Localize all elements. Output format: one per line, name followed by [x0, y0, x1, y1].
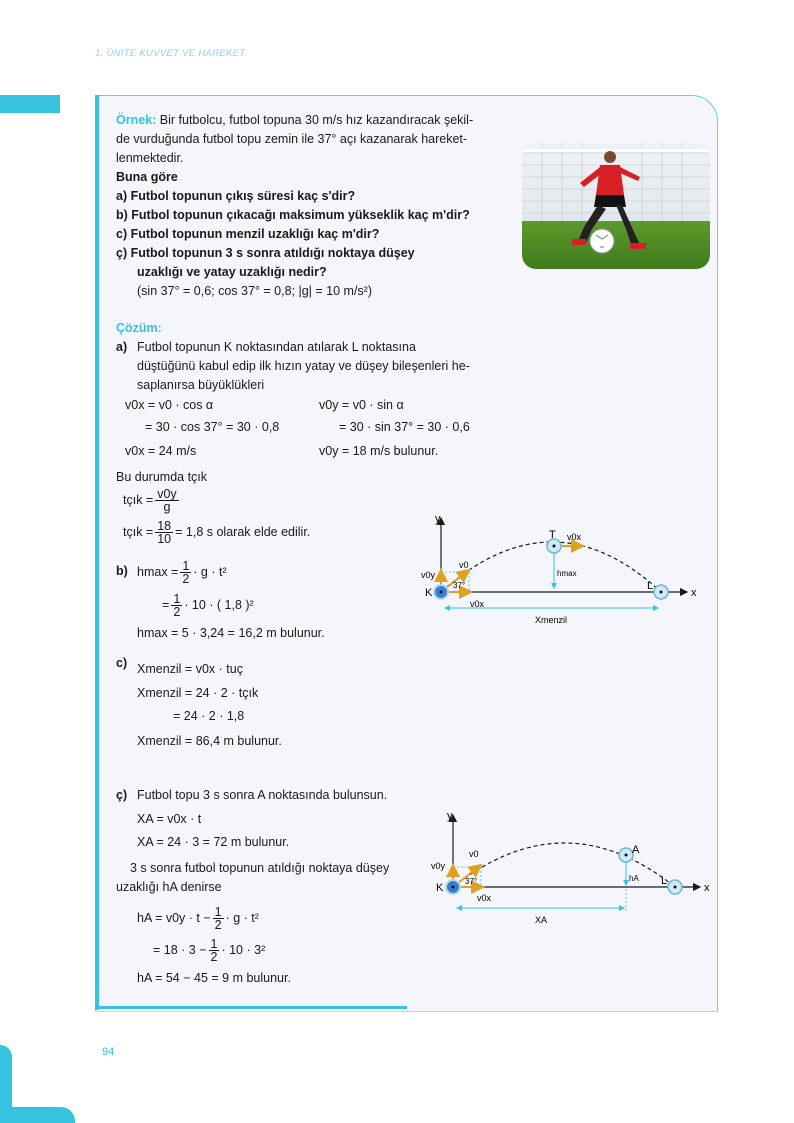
part-a-label: a): [116, 340, 128, 354]
part-d-line-1: Futbol topu 3 s sonra A noktasında bulunsun.: [137, 788, 388, 802]
svg-text:L: L: [661, 875, 668, 887]
question-a: a) Futbol topunun çıkış süresi kaç s'dir?: [116, 189, 356, 203]
xa-eq-1: XA = v0x · t: [137, 812, 202, 826]
buna-gore: Buna göre: [116, 170, 178, 184]
part-d-label: ç): [116, 788, 128, 802]
xmenzil-eq-1: Xmenzil = v0x · tuç: [137, 662, 243, 676]
given-values: (sin 37° = 0,6; cos 37° = 0,8; |g| = 10 m/s²): [137, 284, 373, 298]
svg-text:37°: 37°: [453, 581, 466, 590]
unit-header: 1. ÜNİTE KUVVET VE HAREKET: [95, 48, 246, 59]
projectile-diagram-2: [425, 805, 720, 935]
panel-bottom-border: [95, 1006, 407, 1009]
panel-left-border: [95, 95, 99, 1010]
vx-eq-2: = 30 · cos 37° = 30 · 0,8: [145, 420, 280, 434]
question-d-line-1: ç) Futbol topunun 3 s sonra atıldığı noktaya düşey: [116, 246, 415, 260]
svg-text:v0x: v0x: [477, 893, 492, 903]
trajectory-path-2: [453, 843, 675, 887]
svg-text:37°: 37°: [465, 877, 478, 886]
tcik-intro: Bu durumda tçık: [116, 470, 208, 484]
vy-eq-1: v0y = v0 · sin α: [319, 398, 404, 412]
svg-text:v0y: v0y: [431, 861, 446, 871]
svg-text:x: x: [691, 587, 697, 599]
tcik-formula: tçık = $\frac{v0y}{g}$: [123, 487, 177, 515]
svg-text:v0: v0: [469, 849, 479, 859]
example-line-3: lenmektedir.: [116, 151, 184, 165]
example-label: Örnek:: [116, 113, 157, 127]
svg-text:v0x: v0x: [470, 599, 485, 609]
ha-result: hA = 54 − 45 = 9 m bulunur.: [137, 971, 291, 985]
svg-text:hmax: hmax: [557, 569, 577, 578]
xmenzil-eq-2: Xmenzil = 24 · 2 · tçık: [137, 686, 259, 700]
svg-text:v0y: v0y: [421, 570, 436, 580]
tcik-result: tçık = $\frac{18}{10}$ = 1,8 s olarak elde edilir.: [123, 519, 311, 547]
part-b-label: b): [116, 564, 128, 578]
hmax-substitution: = $\frac{1}{2}$ · 10 · ( 1,8 )²: [162, 592, 254, 620]
svg-text:T: T: [549, 529, 556, 541]
svg-text:v0x: v0x: [567, 532, 582, 542]
ha-formula: hA = v0y · t − $\frac{1}{2}$ · g · t²: [137, 905, 259, 933]
vy-eq-2: = 30 · sin 37° = 30 · 0,6: [339, 420, 470, 434]
question-d-line-2: uzaklığı ve yatay uzaklığı nedir?: [137, 265, 327, 279]
header-tab-bar: [0, 95, 60, 113]
hmax-result: hmax = 5 · 3,24 = 16,2 m bulunur.: [137, 626, 325, 640]
solution-label: Çözüm:: [116, 321, 162, 335]
example-line-1: Örnek: Bir futbolcu, futbol topuna 30 m/s hız kazandıracak şekil-: [116, 113, 474, 127]
page-number: 94: [102, 1046, 115, 1058]
vx-eq-1: v0x = v0 · cos α: [125, 398, 214, 412]
footballer-photo: [522, 143, 710, 269]
svg-text:XA: XA: [535, 915, 548, 925]
part-a-line-1: Futbol topunun K noktasından atılarak L noktasına: [137, 340, 416, 354]
part-d-line-5: uzaklığı hA denirse: [116, 880, 222, 894]
hmax-formula: hmax = $\frac{1}{2}$ · g · t²: [137, 559, 227, 587]
question-c: c) Futbol topunun menzil uzaklığı kaç m'dir?: [116, 227, 380, 241]
corner-decoration-bottom: [0, 1107, 75, 1123]
projectile-diagram-1: [415, 510, 705, 635]
svg-text:x: x: [704, 882, 710, 894]
vy-eq-3: v0y = 18 m/s bulunur.: [319, 444, 439, 458]
svg-text:K: K: [436, 882, 444, 894]
part-c-label: c): [116, 656, 128, 670]
svg-text:Xmenzil: Xmenzil: [535, 615, 568, 625]
ha-substitution: = 18 · 3 − $\frac{1}{2}$ · 10 · 3²: [153, 937, 266, 965]
question-b: b) Futbol topunun çıkacağı maksimum yükseklik kaç m'dir?: [116, 208, 470, 222]
svg-text:y: y: [435, 513, 441, 525]
svg-text:hA: hA: [629, 874, 639, 883]
xmenzil-result: Xmenzil = 86,4 m bulunur.: [137, 734, 282, 748]
example-line-2: de vurduğunda futbol topu zemin ile 37° açı kazanarak hareket-: [116, 132, 468, 146]
svg-text:L: L: [647, 580, 654, 592]
part-a-line-3: saplanırsa büyüklükleri: [137, 378, 265, 392]
vx-eq-3: v0x = 24 m/s: [125, 444, 197, 458]
xa-result: XA = 24 · 3 = 72 m bulunur.: [137, 835, 290, 849]
svg-text:K: K: [425, 587, 433, 599]
xmenzil-eq-3: = 24 · 2 · 1,8: [173, 709, 245, 723]
svg-text:y: y: [447, 810, 453, 822]
part-d-line-4: 3 s sonra futbol topunun atıldığı noktaya düşey: [130, 861, 390, 875]
part-a-line-2: düştüğünü kabul edip ilk hızın yatay ve düşey bileşenleri he-: [137, 359, 470, 373]
svg-text:A: A: [632, 844, 640, 856]
svg-text:v0: v0: [459, 560, 469, 570]
